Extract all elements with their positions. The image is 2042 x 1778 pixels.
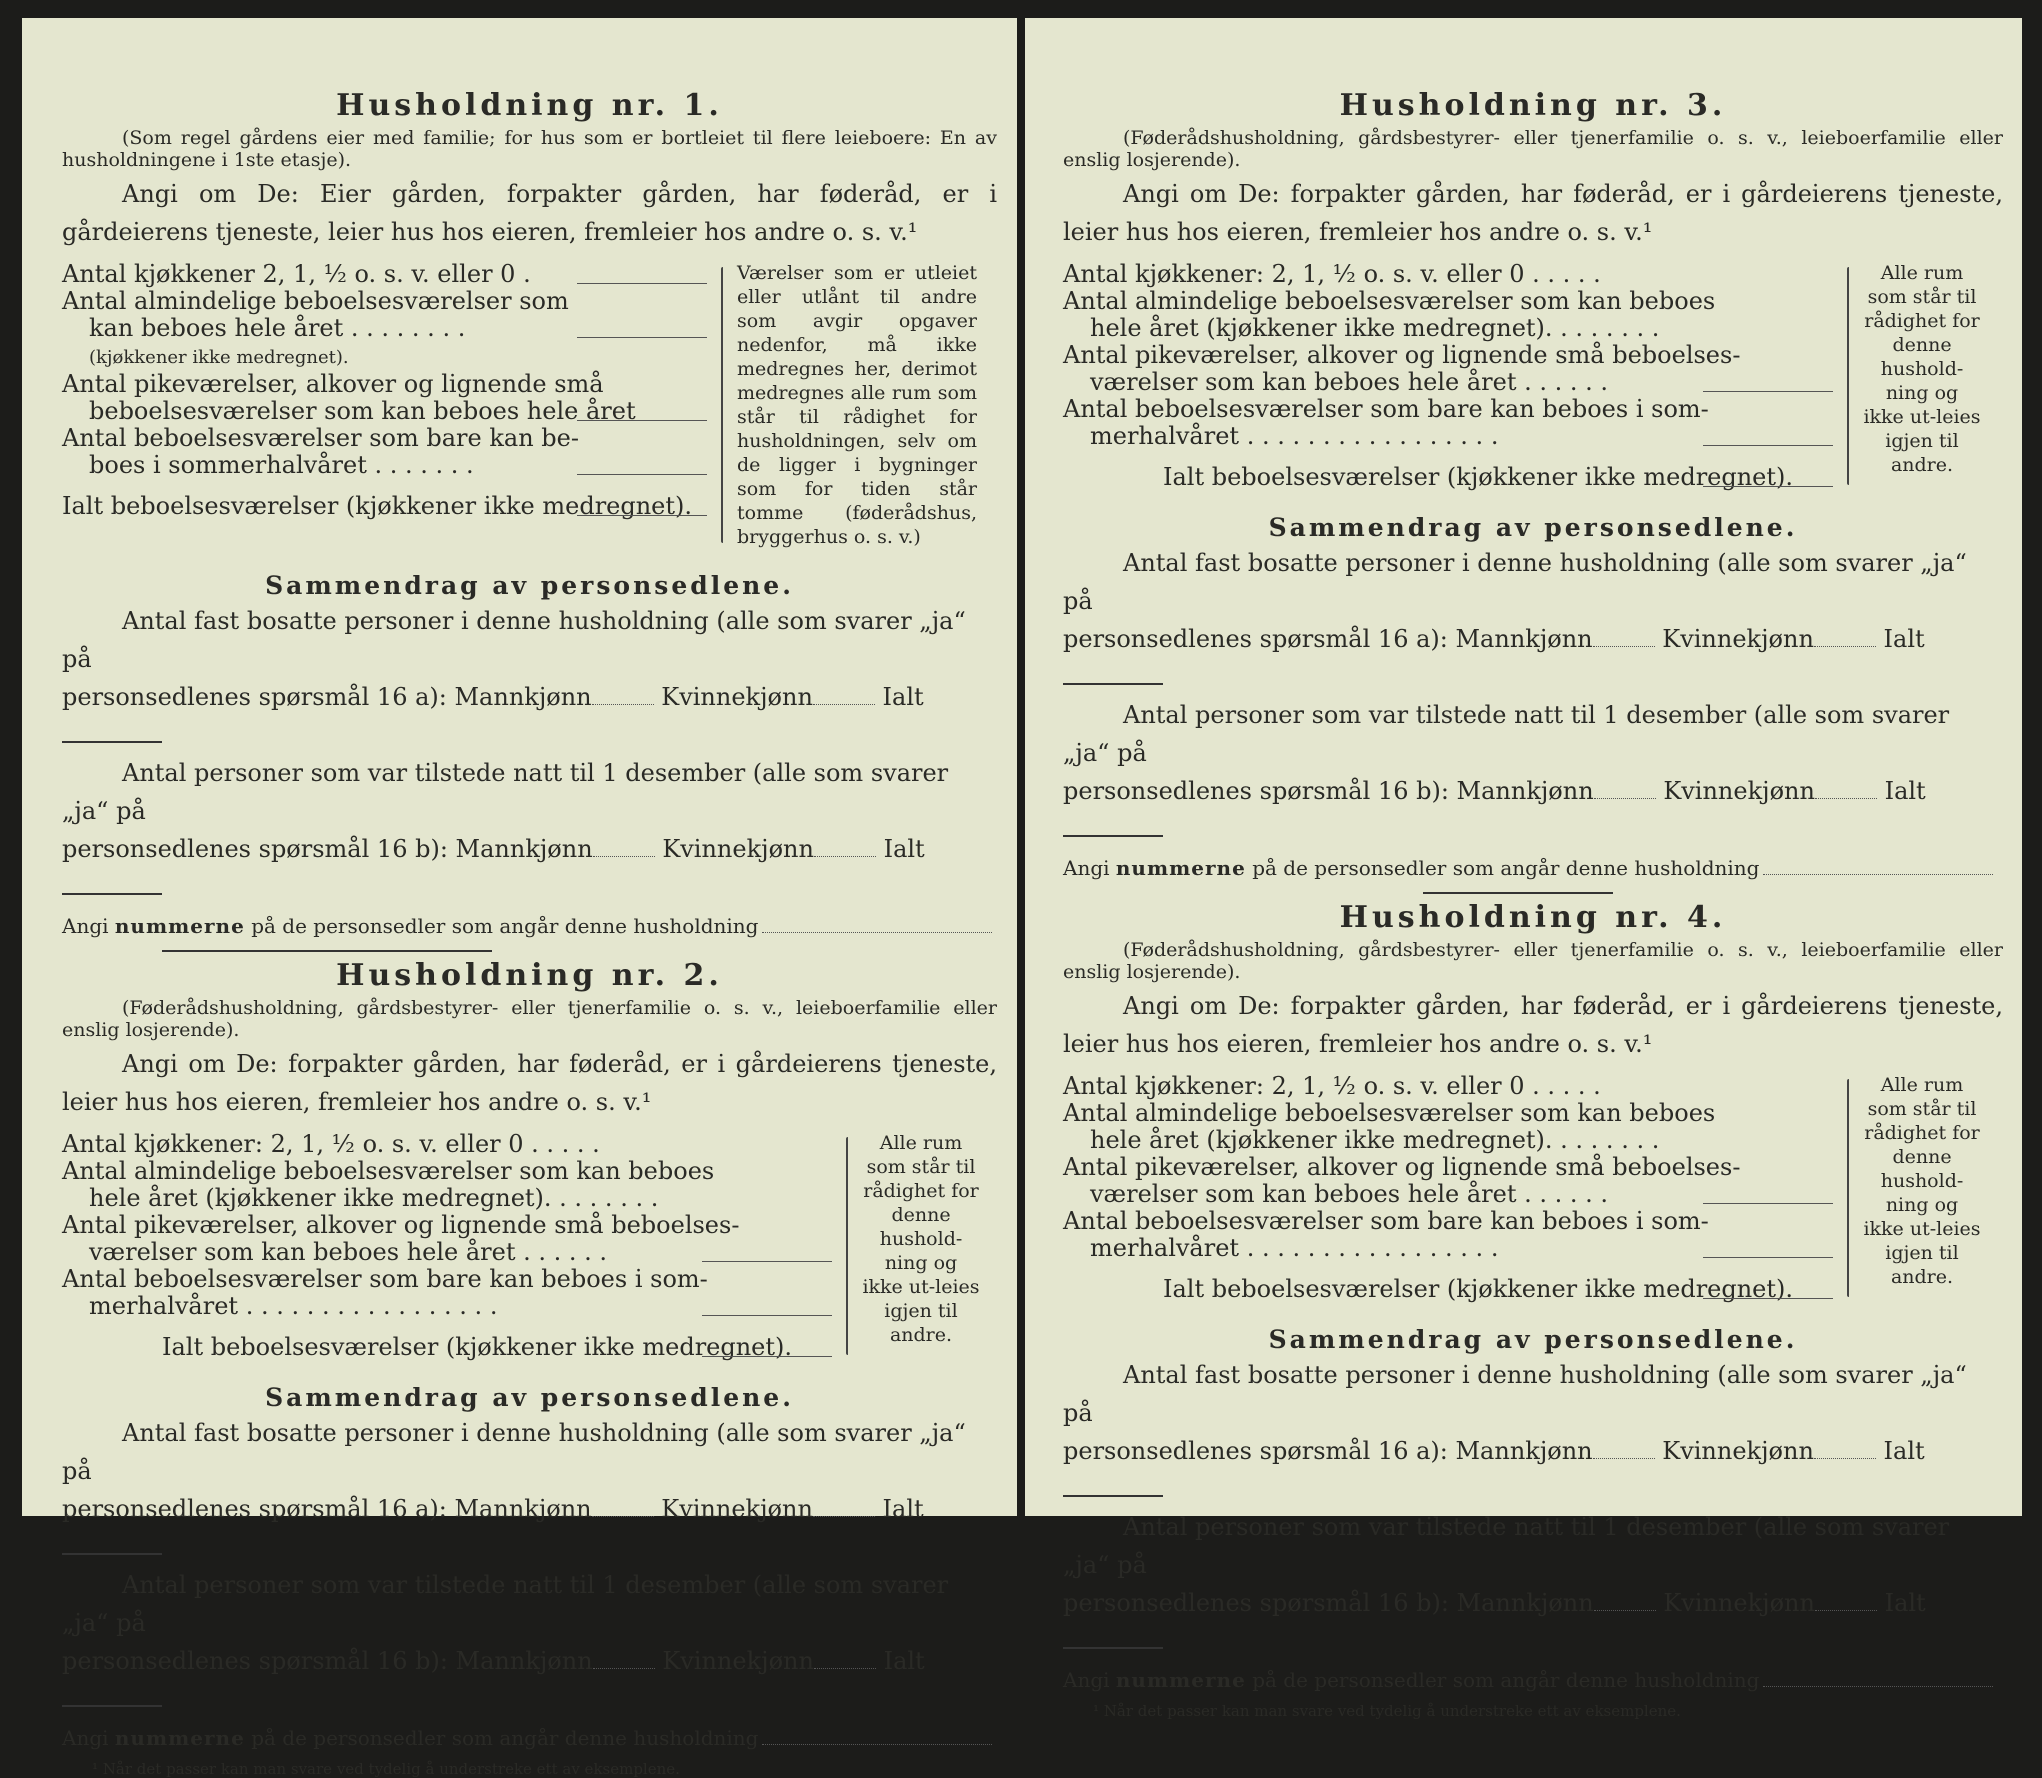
room-line: Antal almindelige beboelsesværelser som kan beboes: [1063, 287, 1716, 315]
summary-title: Sammendrag av personsedlene.: [1268, 1325, 1798, 1354]
room-line: Antal kjøkkener: 2, 1, ½ o. s. v. eller 0 . . . . .: [1063, 260, 1601, 288]
section-note: (Som regel gårdens eier med familie; for hus som er bortleiet til flere leieboere: En av husholdningene i 1ste etasje).: [62, 127, 997, 171]
room-line: Antal pikeværelser, alkover og lignende små beboelses-: [1063, 1153, 1741, 1181]
room-line: Antal kjøkkener: 2, 1, ½ o. s. v. eller 0 . . . . .: [1063, 1072, 1601, 1100]
angi-numbers: Angi nummerne på de personsedler som angår denne husholdning: [1063, 1666, 2003, 1694]
room-line: merhalvåret . . . . . . . . . . . . . . . . .: [62, 1293, 832, 1320]
room-total: Ialt beboelsesværelser (kjøkkener ikke medregnet).: [62, 1334, 832, 1361]
room-line: boes i sommerhalvåret . . . . . . .: [62, 452, 707, 479]
answer-16a: personsedlenes spørsmål 16 a): Mannkjønn Kvinnekjønn Ialt: [62, 1490, 997, 1566]
angi-numbers: Angi nummerne på de personsedler som angår denne husholdning: [1063, 854, 2003, 882]
room-line: (kjøkkener ikke medregnet).: [89, 347, 349, 368]
brace: [832, 1131, 862, 1361]
household-1: [62, 88, 997, 952]
section-note: (Føderådshusholdning, gårdsbestyrer- eller tjenerfamilie o. s. v., leieboerfamilie eller enslig losjerende).: [1063, 939, 2003, 983]
room-line: værelser som kan beboes hele året . . . . . .: [1063, 369, 1833, 396]
question-16b: Antal personer som var tilstede natt til 1 desember (alle som svarer „ja“ på: [62, 759, 949, 825]
left-column: [62, 82, 997, 1778]
brace: [707, 261, 737, 549]
room-line: Antal pikeværelser, alkover og lignende små: [62, 370, 604, 398]
room-line: værelser som kan beboes hele året . . . . . .: [62, 1239, 832, 1266]
question-16a: Antal fast bosatte personer i denne husholdning (alle som svarer „ja“ på: [62, 1419, 966, 1485]
side-note: Alle rum som står til rådighet for denne hushold-ning og ikke ut-leies igjen til andre.: [1863, 1074, 1981, 1288]
left-page: [22, 18, 1017, 1778]
room-line: beboelsesværelser som kan beboes hele året: [62, 398, 707, 425]
angi-question: Angi om De: forpakter gården, har føderåd, er i gårdeierens tjeneste, leier hus hos eieren, fremleier hos andre o. s. v.¹: [62, 1050, 997, 1116]
answer-16b: personsedlenes spørsmål 16 b): Mannkjønn Kvinnekjønn Ialt: [62, 830, 997, 906]
question-16b: Antal personer som var tilstede natt til 1 desember (alle som svarer „ja“ på: [1063, 701, 1950, 767]
question-16a: Antal fast bosatte personer i denne husholdning (alle som svarer „ja“ på: [62, 607, 966, 673]
room-line: hele året (kjøkkener ikke medregnet). . . . . . . .: [1090, 314, 1660, 342]
room-line: Antal pikeværelser, alkover og lignende små beboelses-: [1063, 341, 1741, 369]
side-note: Alle rum som står til rådighet for denne hushold-ning og ikke ut-leies igjen til andre.: [1863, 262, 1981, 476]
room-counts: [1063, 1073, 2003, 1303]
room-counts: [62, 1131, 997, 1361]
room-line: Antal beboelsesværelser som bare kan beboes i som-: [1063, 395, 1709, 423]
angi-question: Angi om De: forpakter gården, har føderåd, er i gårdeierens tjeneste, leier hus hos eieren, fremleier hos andre o. s. v.¹: [1063, 180, 2003, 246]
section-title: Husholdning nr. 2.: [336, 958, 723, 993]
brace: [1833, 1073, 1863, 1303]
angi-question: Angi om De: forpakter gården, har føderåd, er i gårdeierens tjeneste, leier hus hos eieren, fremleier hos andre o. s. v.¹: [1063, 992, 2003, 1058]
question-16b: Antal personer som var tilstede natt til 1 desember (alle som svarer „ja“ på: [1063, 1513, 1950, 1579]
answer-16a: personsedlenes spørsmål 16 a): Mannkjønn Kvinnekjønn Ialt: [62, 678, 997, 754]
divider: [162, 950, 492, 952]
question-16b: Antal personer som var tilstede natt til 1 desember (alle som svarer „ja“ på: [62, 1571, 949, 1637]
answer-16b: personsedlenes spørsmål 16 b): Mannkjønn Kvinnekjønn Ialt: [1063, 772, 2003, 848]
room-line: Antal beboelsesværelser som bare kan beboes i som-: [1063, 1207, 1709, 1235]
room-total: Ialt beboelsesværelser (kjøkkener ikke medregnet).: [62, 493, 707, 520]
right-page: [1025, 18, 2022, 1720]
section-title: Husholdning nr. 4.: [1339, 900, 1727, 935]
summary-title: Sammendrag av personsedlene.: [265, 1383, 794, 1412]
room-counts: [1063, 261, 2003, 491]
question-16a: Antal fast bosatte personer i denne husholdning (alle som svarer „ja“ på: [1063, 1361, 1967, 1427]
divider: [1423, 892, 1613, 894]
room-counts: [62, 261, 997, 549]
room-total: Ialt beboelsesværelser (kjøkkener ikke medregnet).: [1063, 1276, 1833, 1303]
room-line: Antal almindelige beboelsesværelser som kan beboes: [1063, 1099, 1716, 1127]
room-line: merhalvåret . . . . . . . . . . . . . . . . .: [1063, 423, 1833, 450]
angi-numbers: Angi nummerne på de personsedler som angår denne husholdning: [62, 912, 997, 940]
room-line: kan beboes hele året . . . . . . . .: [62, 315, 707, 342]
room-line: Antal beboelsesværelser som bare kan be-: [62, 424, 579, 452]
room-line: Antal beboelsesværelser som bare kan beboes i som-: [62, 1265, 708, 1293]
footnote: ¹ Når det passer kan man svare ved tydelig å understreke ett av eksemplene.: [92, 1760, 680, 1778]
answer-16a: personsedlenes spørsmål 16 a): Mannkjønn Kvinnekjønn Ialt: [1063, 620, 2003, 696]
room-line: værelser som kan beboes hele året . . . . . .: [1063, 1181, 1833, 1208]
room-line: merhalvåret . . . . . . . . . . . . . . . . .: [1063, 1235, 1833, 1262]
room-line: hele året (kjøkkener ikke medregnet). . . . . . . .: [1090, 1126, 1660, 1154]
room-line: hele året (kjøkkener ikke medregnet). . . . . . . .: [89, 1184, 659, 1212]
summary-title: Sammendrag av personsedlene.: [265, 571, 794, 600]
household-3: [1063, 88, 2003, 894]
household-2: [62, 958, 997, 1778]
room-total: Ialt beboelsesværelser (kjøkkener ikke medregnet).: [1063, 464, 1833, 491]
question-16a: Antal fast bosatte personer i denne husholdning (alle som svarer „ja“ på: [1063, 549, 1967, 615]
summary-title: Sammendrag av personsedlene.: [1268, 513, 1798, 542]
angi-numbers: Angi nummerne på de personsedler som angår denne husholdning: [62, 1724, 997, 1752]
right-column: [1063, 82, 2003, 1720]
brace: [1833, 261, 1863, 491]
room-line: Antal pikeværelser, alkover og lignende små beboelses-: [62, 1211, 740, 1239]
room-line: Antal almindelige beboelsesværelser som kan beboes: [62, 1157, 715, 1185]
side-note: Værelser som er utleiet eller utlånt til andre som avgir opgaver nedenfor, må ikke medregnes her, derimot medregnes alle rum som står til rådighet for husholdningen, selv om de ligger i bygninger som for tiden står tomme (føderådshus, bryggerhus o. s. v.): [737, 262, 977, 548]
side-note: Alle rum som står til rådighet for denne hushold-ning og ikke ut-leies igjen til andre.: [862, 1132, 980, 1346]
household-4: [1063, 900, 2003, 1720]
room-line: Antal kjøkkener 2, 1, ½ o. s. v. eller 0 .: [62, 261, 707, 288]
section-note: (Føderådshusholdning, gårdsbestyrer- eller tjenerfamilie o. s. v., leieboerfamilie eller enslig losjerende).: [1063, 127, 2003, 171]
room-line: Antal almindelige beboelsesværelser som: [62, 287, 569, 315]
footnote: ¹ Når det passer kan man svare ved tydelig å understreke ett av eksemplene.: [1093, 1702, 1681, 1720]
answer-16b: personsedlenes spørsmål 16 b): Mannkjønn Kvinnekjønn Ialt: [62, 1642, 997, 1718]
section-note: (Føderådshusholdning, gårdsbestyrer- eller tjenerfamilie o. s. v., leieboerfamilie eller enslig losjerende).: [62, 997, 997, 1041]
answer-16b: personsedlenes spørsmål 16 b): Mannkjønn Kvinnekjønn Ialt: [1063, 1584, 2003, 1660]
section-title: Husholdning nr. 3.: [1339, 88, 1727, 123]
angi-question: Angi om De: Eier gården, forpakter gården, har føderåd, er i gårdeierens tjeneste, leier hus hos eieren, fremleier hos andre o. s. v.¹: [62, 180, 997, 246]
answer-16a: personsedlenes spørsmål 16 a): Mannkjønn Kvinnekjønn Ialt: [1063, 1432, 2003, 1508]
section-title: Husholdning nr. 1.: [336, 88, 723, 123]
room-line: Antal kjøkkener: 2, 1, ½ o. s. v. eller 0 . . . . .: [62, 1130, 600, 1158]
